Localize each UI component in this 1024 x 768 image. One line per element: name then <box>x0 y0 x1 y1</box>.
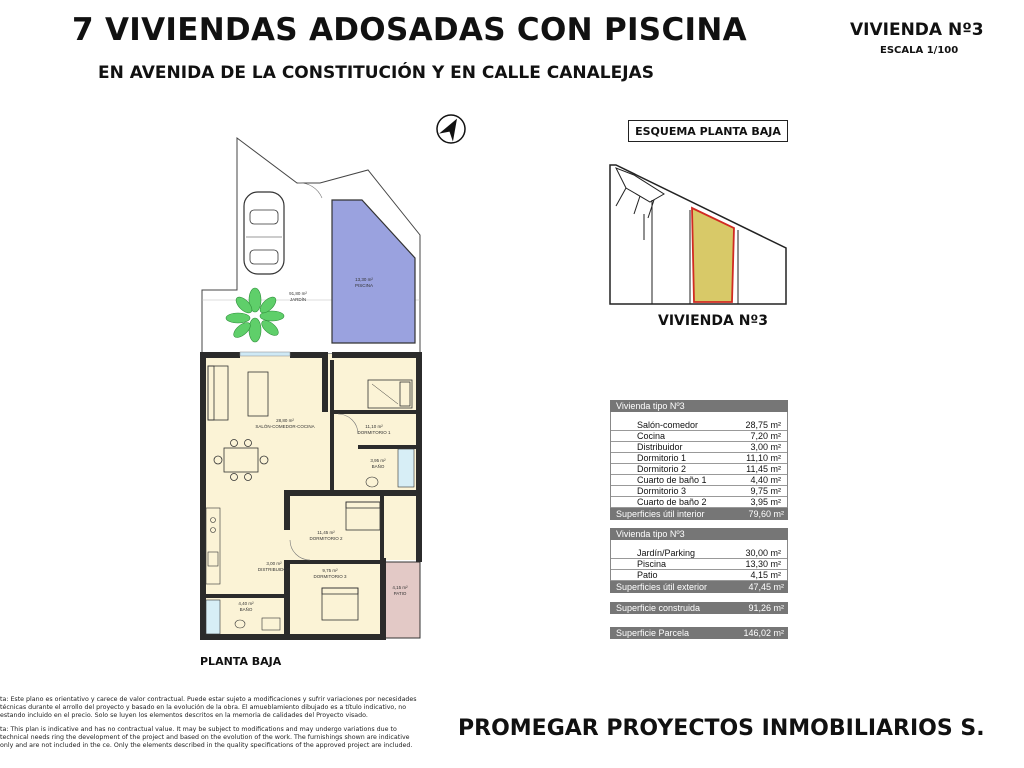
bano2-area-label: 4,40 m² <box>238 601 254 606</box>
dorm2-name-label: DORMITORIO 2 <box>309 536 343 541</box>
table-header: Vivienda tipo Nº3 <box>610 400 788 412</box>
bano2-name-label: BAÑO <box>239 607 253 612</box>
table-total-row: Superficies útil exterior 47,45 m² <box>610 581 788 593</box>
exterior-surfaces-table <box>610 528 788 593</box>
plan-label: PLANTA BAJA <box>200 655 282 668</box>
pool-area-label: 13,30 m² <box>355 277 373 282</box>
table-row: Cocina 7,20 m² <box>611 431 787 442</box>
table-row: Jardín/Parking 30,00 m² <box>611 548 787 559</box>
shower-icon <box>206 600 220 634</box>
disclaimer-es: ta: Este plano es orientativo y carece de valor contractual. Puede estar sujeto a modificaciones y sufrir variaciones por necesidades técnicas durante el arrollo del proyecto y basado en la evolución de la obra. El amueblamiento dibujado es a título indicativo, no estando incluido en el precio. Solo se luyen los elementos descritos en la memoria de calidades del Proyecto visado. <box>0 696 417 719</box>
esquema-title-box: ESQUEMA PLANTA BAJA <box>628 120 788 142</box>
distrib-name-label: DISTRIBUIDOR <box>257 567 291 572</box>
table-row: Cuarto de baño 2 3,95 m² <box>611 497 787 508</box>
jardin-area-label: 91,80 m² <box>289 291 307 296</box>
table-row: Patio 4,15 m² <box>611 570 787 581</box>
pool-name-label: PISCINA <box>354 283 374 288</box>
table-body <box>610 540 788 581</box>
plot-surface-row: Superficie Parcela 146,02 m² <box>610 627 788 639</box>
salon-name-label: SALÓN-COMEDOR-COCINA <box>255 424 315 429</box>
patio-area-label: 4,15 m² <box>392 585 408 590</box>
dorm3-name-label: DORMITORIO 3 <box>313 574 347 579</box>
dorm1-name-label: DORMITORIO 1 <box>357 430 391 435</box>
distrib-area-label: 3,00 m² <box>266 561 282 566</box>
dorm1-area-label: 11,10 m² <box>365 424 383 429</box>
interior-surfaces-table <box>610 400 788 520</box>
table-row: Piscina 13,30 m² <box>611 559 787 570</box>
salon-area-label: 28,80 m² <box>276 418 294 423</box>
built-surface-row: Superficie construida 91,26 m² <box>610 602 788 614</box>
floor-plan <box>195 130 445 650</box>
car-icon <box>244 192 284 274</box>
table-row: Dormitorio 3 9,75 m² <box>611 486 787 497</box>
bano1-name-label: BAÑO <box>371 464 385 469</box>
dorm2-area-label: 11,45 m² <box>317 530 335 535</box>
page-subtitle: EN AVENIDA DE LA CONSTITUCIÓN Y EN CALLE CANALEJAS <box>98 63 654 83</box>
esquema-diagram <box>605 160 797 308</box>
table-header: Vivienda tipo Nº3 <box>610 528 788 540</box>
table-row: Salón-comedor 28,75 m² <box>611 420 787 431</box>
patio-name-label: PATIO <box>393 591 407 596</box>
bano1-area-label: 3,95 m² <box>370 458 386 463</box>
company-name: PROMEGAR PROYECTOS INMOBILIARIOS S. <box>458 716 985 741</box>
shower-icon <box>398 449 414 487</box>
table-row: Dormitorio 1 11,10 m² <box>611 453 787 464</box>
table-row: Cuarto de baño 1 4,40 m² <box>611 475 787 486</box>
jardin-name-label: JARDÍN <box>289 297 307 302</box>
disclaimer-en: ta: This plan is indicative and has no contractual value. It may be subject to modifications and may undergo variations due to technical needs ring the development of the project and based on the evolution of the work. The furnishings shown are indicative only and are not included in the ce. Only the elements described in the quality specifications of the approved project are included. <box>0 726 413 749</box>
table-total-row: Superficies útil interior 79,60 m² <box>610 508 788 520</box>
table-row: Dormitorio 2 11,45 m² <box>611 464 787 475</box>
dorm3-area-label: 9,75 m² <box>322 568 338 573</box>
page-title: 7 VIVIENDAS ADOSADAS CON PISCINA <box>72 12 747 48</box>
table-row: Distribuidor 3,00 m² <box>611 442 787 453</box>
scale-label: ESCALA 1/100 <box>880 45 959 56</box>
patio <box>382 562 420 638</box>
vivienda-title: VIVIENDA Nº3 <box>850 20 984 40</box>
table-body <box>610 412 788 508</box>
esquema-caption: VIVIENDA Nº3 <box>658 313 769 329</box>
